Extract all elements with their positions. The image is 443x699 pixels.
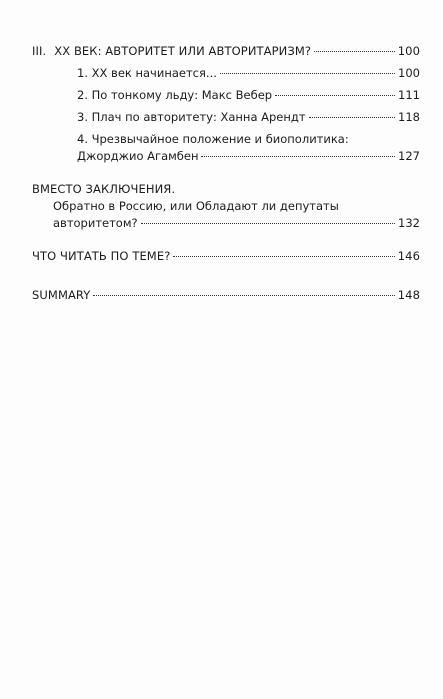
toc-reading-page: 146 <box>397 249 420 263</box>
toc-chapter-page: 111 <box>398 88 420 102</box>
toc-entry-summary[interactable] <box>32 287 420 303</box>
toc-entry-chapter-1[interactable] <box>77 65 420 81</box>
toc-summary-title: SUMMARY <box>32 288 91 302</box>
toc-chapter-title: 1. XX век начинается... <box>77 66 217 80</box>
toc-entry-chapter-4-line1[interactable]: 4. Чрезвычайное положение и биополитика: <box>77 132 349 146</box>
dot-leader <box>201 156 395 157</box>
toc-reading-title: ЧТО ЧИТАТЬ ПО ТЕМЕ? <box>32 249 171 263</box>
toc-conclusion-subtitle-line2: авторитетом? <box>53 216 138 230</box>
dot-leader <box>275 95 395 96</box>
toc-chapter-page: 100 <box>398 66 420 80</box>
toc-conclusion-subtitle-line1[interactable]: Обратно в Россию, или Обладают ли депутаты <box>53 199 339 213</box>
dot-leader <box>314 51 395 52</box>
toc-chapter-page: 118 <box>398 110 420 124</box>
toc-entry-reading[interactable] <box>32 248 420 264</box>
dot-leader <box>309 117 395 118</box>
toc-entry-conclusion[interactable] <box>53 215 420 231</box>
toc-chapter-page: 127 <box>398 149 420 163</box>
dot-leader <box>93 295 394 296</box>
toc-entry-chapter-3[interactable] <box>77 109 420 125</box>
toc-chapter-title: 2. По тонкому льду: Макс Вебер <box>77 88 273 102</box>
dot-leader <box>220 73 395 74</box>
toc-part3-numeral: III. <box>32 44 47 58</box>
toc-entry-chapter-2[interactable] <box>77 87 420 103</box>
toc-summary-page: 148 <box>397 288 420 302</box>
toc-part3-page: 100 <box>397 44 420 58</box>
dot-leader <box>173 256 394 257</box>
toc-chapter-title: 3. Плач по авторитету: Ханна Арендт <box>77 110 306 124</box>
dot-leader <box>141 223 395 224</box>
toc-entry-chapter-4[interactable] <box>77 148 420 164</box>
toc-entry-part3[interactable] <box>32 43 420 59</box>
toc-part3-title: XX ВЕК: АВТОРИТЕТ ИЛИ АВТОРИТАРИЗМ? <box>54 44 312 58</box>
toc-chapter-title: Джорджио Агамбен <box>77 149 199 163</box>
toc-conclusion-heading[interactable]: ВМЕСТО ЗАКЛЮЧЕНИЯ. <box>32 182 176 196</box>
toc-conclusion-page: 132 <box>398 216 420 230</box>
